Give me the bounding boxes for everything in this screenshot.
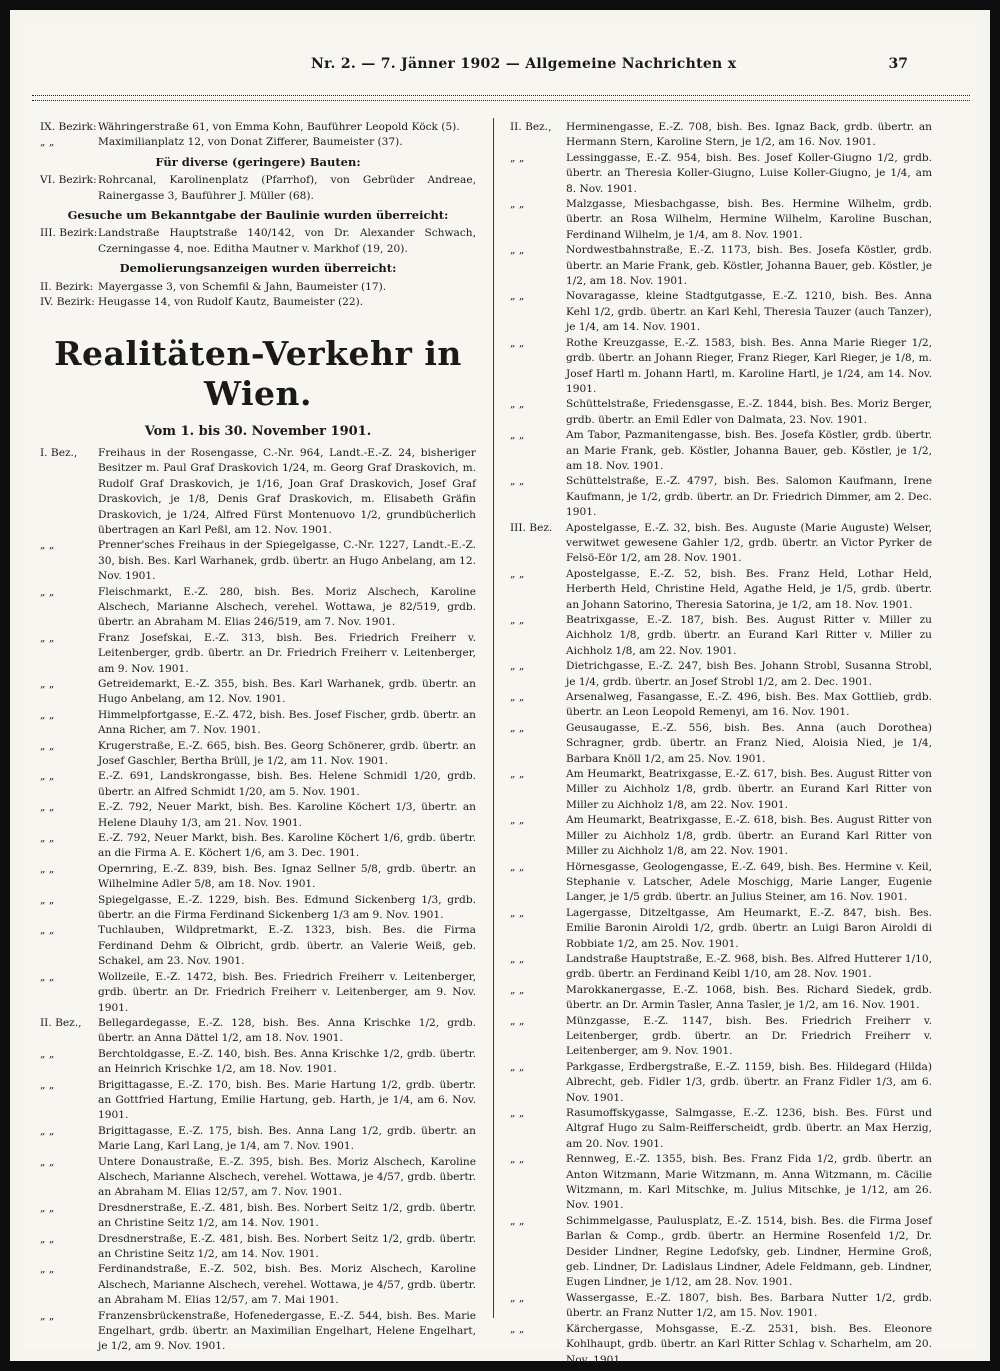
list-item [40,280,476,295]
list-item [40,769,476,800]
list-item [510,120,932,151]
list-item [510,1014,932,1060]
entry-text: Wassergasse, E.-Z. 1807, bish. Bes. Barbara Nutter 1/2, grdb. übertr. an Franz Nutter 1/2, am 15. Nov. 1901. [566,1291,932,1320]
entry-text: Novaragasse, kleine Stadtgutgasse, E.-Z. 1210, bish. Bes. Anna Kehl 1/2, grdb. übertr. an Karl Kehl, Theresia Tauzer (auch Tanzer), je 1/4, am 14. Nov. 1901. [566,290,932,334]
list-item [40,1262,476,1308]
entry-text: Wollzeile, E.-Z. 1472, bish. Bes. Friedrich Freiherr v. Leitenberger, grdb. übertr. an Dr. Friedrich Freiherr v. Leitenberger, am 9. Nov. 1901. [98,970,476,1014]
entry-label: „ „ [510,398,525,411]
entry-text: Landstraße Hauptstraße, E.-Z. 968, bish. Bes. Alfred Hutterer 1/10, grdb. übertr. an Ferdinand Keibl 1/10, am 28. Nov. 1901. [566,952,932,981]
entry-text: Rohrcanal, Karolinenplatz (Pfarrhof), von Gebrüder Andreae, Rainergasse 3, Bauführer J. Müller (68). [98,174,476,202]
real-estate-list-right [510,120,932,1368]
entry-label: „ „ [510,721,525,734]
entry-text: Münzgasse, E.-Z. 1147, bish. Bes. Friedrich Freiherr v. Leitenberger, grdb. übertr. an Dr. Friedrich Freiherr v. Leitenberger, am 9. Nov. 1901. [566,1014,932,1058]
entry-label: „ „ [40,1078,55,1091]
list-item [40,1201,476,1232]
list-item [40,585,476,631]
entry-text: Tuchlauben, Wildpretmarkt, E.-Z. 1323, bish. Bes. die Firma Ferdinand Dehm & Olbricht, grdb. übertr. an Valerie Weiß, geb. Schakel, am 23. Nov. 1901. [98,924,476,968]
entry-label: „ „ [40,708,55,721]
list-item [510,474,932,520]
entry-text: Hörnesgasse, Geologengasse, E.-Z. 649, bish. Bes. Hermine v. Keil, Stephanie v. Latscher, Adele Moschigg, Marie Langer, Eugenie Langer, je 1/5 grdb. übertr. an Julius Steiner, am 16. Nov. 1901. [566,860,932,904]
entry-text: Fleischmarkt, E.-Z. 280, bish. Bes. Moriz Alschech, Karoline Alschech, Marianne Alschech, verehel. Wottawa, je 82/519, grdb. übertr. an Abraham M. Elias 246/519, am 7. Nov. 1901. [98,585,476,629]
list-item [40,173,476,204]
entry-text: Opernring, E.-Z. 839, bish. Bes. Ignaz Sellner 5/8, grdb. übertr. an Wilhelmine Adler 5/8, am 18. Nov. 1901. [98,862,476,891]
entry-text: Schüttelstraße, Friedensgasse, E.-Z. 1844, bish. Bes. Moriz Berger, grdb. übertr. an Emil Edler von Dalmata, 23. Nov. 1901. [566,398,932,426]
entry-text: Mayergasse 3, von Schemfil & Jahn, Baumeister (17). [98,280,387,293]
entry-label: III. Bez. [510,521,553,534]
real-estate-list-left [40,446,476,1355]
entry-label: „ „ [510,906,525,919]
list-item [40,135,476,150]
section-heading-demolierung: Demolierungsanzeigen wurden überreicht: [119,261,397,276]
page-header [78,56,908,80]
entry-text: Franz Josefskai, E.-Z. 313, bish. Bes. Friedrich Freiherr v. Leitenberger, grdb. übertr. an Dr. Friedrich Freiherr v. Leitenberger, am 9. Nov. 1901. [98,631,476,675]
entry-text: Ferdinandstraße, E.-Z. 502, bish. Bes. Moriz Alschech, Karoline Alschech, Marianne Alschech, verehel. Wottawa, je 4/57, grdb. übertr. an Abraham M. Elias 12/57, am 7. Mai 1901. [98,1263,476,1307]
entry-text: Geusaugasse, E.-Z. 556, bish. Bes. Anna (auch Dorothea) Schragner, grdb. übertr. an Franz Nied, Aloisia Nied, je 1/4, Barbara Knöll 1/2, am 25. Nov. 1901. [566,721,932,765]
entry-label: IV. Bezirk: [40,296,95,309]
list-item [40,923,476,969]
column-divider [493,118,494,1318]
list-item [510,336,932,398]
entry-text: Am Tabor, Pazmanitengasse, bish. Bes. Josefa Köstler, grdb. übertr. an Marie Frank, geb. Köstler, Johanna Bauer, geb. Köstler, je 1/2, am 18. Nov. 1901. [566,429,932,472]
list-item [510,767,932,813]
entry-label: „ „ [510,336,525,349]
entry-label: „ „ [510,1014,525,1027]
entry-label: „ „ [40,677,55,690]
list-item [40,708,476,739]
list-item [40,1047,476,1078]
page-number: 37 [888,56,908,72]
entry-label: „ „ [510,614,525,626]
entry-text: Rothe Kreuzgasse, E.-Z. 1583, bish. Bes. Anna Marie Rieger 1/2, grdb. übertr. an Johann Rieger, Franz Rieger, Karl Rieger, je 1/8, m. Josef Hartl m. Johann Hartl, m. Karoline Hartl, je 1/24, am 14. Nov. 1901. [566,336,932,395]
entry-text: Untere Donaustraße, E.-Z. 395, bish. Bes. Moriz Alschech, Karoline Alschech, Marianne Alschech, verehel. Wottawa, je 4/57, grdb. übertr. an Abraham M. Elias 12/57, am 7. Nov. 1901. [98,1155,476,1199]
list-item [510,1322,932,1368]
diverse-list [40,173,476,204]
entry-label: „ „ [40,739,55,752]
entry-label: „ „ [40,970,55,983]
entry-text: Währingerstraße 61, von Emma Kohn, Bauführer Leopold Köck (5). [98,121,460,133]
entry-label: I. Bez., [40,446,78,459]
list-item [510,813,932,859]
entry-text: Getreidemarkt, E.-Z. 355, bish. Bes. Karl Warhanek, grdb. übertr. an Hugo Anbelang, am 12. Nov. 1901. [98,677,476,706]
left-column [40,120,476,1353]
list-item [510,1060,932,1106]
entry-text: Schüttelstraße, E.-Z. 4797, bish. Bes. Salomon Kaufmann, Irene Kaufmann, je 1/2, grdb. übertr. an Dr. Friedrich Dimmer, am 2. Dec. 1901. [566,475,932,519]
entry-text: Berchtoldgasse, E.-Z. 140, bish. Bes. Anna Krischke 1/2, grdb. übertr. an Heinrich Krischke 1/2, am 18. Nov. 1901. [98,1047,476,1076]
list-item [510,690,932,721]
list-item [40,1232,476,1263]
list-item [40,970,476,1016]
entry-text: Brigittagasse, E.-Z. 170, bish. Bes. Marie Hartung 1/2, grdb. übertr. an Gottfried Hartung, Emilie Hartung, geb. Harth, je 1/4, am 6. Nov. 1901. [98,1078,476,1122]
list-item [510,521,932,567]
list-item [510,428,932,474]
entry-text: Am Heumarkt, Beatrixgasse, E.-Z. 617, bish. Bes. August Ritter von Miller zu Aichholz 1/8, grdb. übertr. an Eurand Karl Ritter von Miller zu Aichholz 1/8, am 22. Nov. 1901. [566,768,932,811]
entry-label: „ „ [40,585,55,598]
entry-label: „ „ [40,1047,55,1060]
entry-label: II. Bez., [510,121,552,133]
list-item [40,831,476,862]
entry-label: „ „ [40,832,55,845]
entry-text: Kärchergasse, Mohsgasse, E.-Z. 2531, bish. Bes. Eleonore Kohlhaupt, grdb. übertr. an Karl Ritter Schlag v. Scharhelm, am 20. Nov. 1901. [566,1322,932,1366]
entry-label: „ „ [40,1263,55,1276]
entry-label: „ „ [40,924,55,937]
entry-label: „ „ [510,1060,525,1073]
entry-label: „ „ [40,770,55,783]
entry-label: „ „ [510,244,525,257]
entry-text: Spiegelgasse, E.-Z. 1229, bish. Bes. Edmund Sickenberg 1/3, grdb. übertr. an die Firma Ferdinand Sickenberg 1/3 am 9. Nov. 1901. [98,893,476,922]
entry-label: „ „ [510,1291,525,1304]
list-item [510,197,932,243]
entry-text: E.-Z. 792, Neuer Markt, bish. Bes. Karoline Köchert 1/3, übertr. an Helene Dlauhy 1/3, am 21. Nov. 1901. [98,801,476,829]
list-item [40,800,476,831]
entry-text: Landstraße Hauptstraße 140/142, von Dr. Alexander Schwach, Czerningasse 4, noe. Editha Mautner v. Markhof (19, 20). [98,227,476,255]
entry-text: Schimmelgasse, Paulusplatz, E.-Z. 1514, bish. Bes. die Firma Josef Barlan & Comp., grdb. übertr. an Hermine Rosenfeld 1/2, Dr. Desider Lindner, Regine Ledofsky, geb. Lindner, Hermine Groß, geb. Lindner, Dr. Ladislaus Lindner, Adele Feldmann, geb. Lindner, Eugen Lindner, je 1/12, am 28. Nov. 1901. [566,1214,932,1289]
list-item [510,906,932,952]
entry-label: „ „ [40,1201,55,1214]
list-item [510,397,932,428]
list-item [40,677,476,708]
list-item [510,659,932,690]
entry-text: Beatrixgasse, E.-Z. 187, bish. Bes. August Ritter v. Miller zu Aichholz 1/8, grdb. übertr. an Eurand Karl Ritter v. Miller zu Aichholz 1/8, am 22. Nov. 1901. [566,614,932,657]
entry-label: „ „ [510,567,525,580]
entry-text: Marokkanergasse, E.-Z. 1068, bish. Bes. Richard Siedek, grdb. übertr. an Dr. Armin Tasler, Anna Tasler, je 1/2, am 16. Nov. 1901. [566,983,932,1012]
list-item [40,226,476,257]
entry-label: „ „ [40,1124,55,1137]
entry-label: „ „ [510,768,525,781]
entry-label: „ „ [510,660,525,673]
entry-label: „ „ [40,801,55,814]
entry-text: Apostelgasse, E.-Z. 32, bish. Bes. Auguste (Marie Auguste) Welser, verwitwet gewesene Gahler 1/2, grdb. übertr. an Victor Pyrker de Felsö-Eör 1/2, am 28. Nov. 1901. [566,521,932,565]
entry-label: „ „ [510,983,525,996]
entry-label: „ „ [510,475,525,488]
entry-text: Prenner'sches Freihaus in der Spiegelgasse, C.-Nr. 1227, Landt.-E.-Z. 30, bish. Bes. Karl Warhanek, grdb. übertr. an Hugo Anbelang, am 12. Nov. 1901. [98,539,476,583]
list-item [40,862,476,893]
entry-text: Franzensbrückenstraße, Hofenedergasse, E.-Z. 544, bish. Bes. Marie Engelhart, grdb. übertr. an Maximilian Engelhart, Helene Engelhart, je 1/2, am 9. Nov. 1901. [98,1309,476,1353]
entry-label: III. Bezirk: [40,227,98,240]
entry-label: „ „ [40,136,55,149]
entry-text: Herminengasse, E.-Z. 708, bish. Bes. Ignaz Back, grdb. übertr. an Hermann Stern, Karoline Stern, je 1/2, am 16. Nov. 1901. [566,121,932,149]
entry-text: Dietrichgasse, E.-Z. 247, bish Bes. Johann Strobl, Susanna Strobl, je 1/4, grdb. übertr. an Josef Strobl 1/2, am 2. Dec. 1901. [566,660,932,688]
list-item [40,295,476,310]
entry-text: Parkgasse, Erdbergstraße, E.-Z. 1159, bish. Bes. Hildegard (Hilda) Albrecht, geb. Fidler 1/3, grdb. übertr. an Franz Fidler 1/3, am 6. Nov. 1901. [566,1060,932,1104]
section-heading-diverse: Für diverse (geringere) Bauten: [155,154,361,169]
list-item [510,243,932,289]
entry-text: Rennweg, E.-Z. 1355, bish. Bes. Franz Fida 1/2, grdb. übertr. an Anton Witzmann, Marie Witzmann, m. Anna Witzmann, m. Cäcilie Witzmann, m. Karl Mitschke, m. Julius Mitschke, je 1/12, am 26. Nov. 1901. [566,1153,932,1212]
entry-text: Lagergasse, Ditzeltgasse, Am Heumarkt, E.-Z. 847, bish. Bes. Emilie Baronin Airoldi 1/2, grdb. übertr. an Luigi Baron Airoldi di Robbiate 1/2, am 25. Nov. 1901. [566,906,932,950]
entry-label: „ „ [510,952,525,965]
list-item [40,1016,476,1047]
entry-label: IX. Bezirk: [40,121,97,133]
entry-text: Lessinggasse, E.-Z. 954, bish. Bes. Josef Koller-Giugno 1/2, grdb. übertr. an Theresia Koller-Giugno, Luise Koller-Giugno, je 1/4, am 8. Nov. 1901. [566,151,932,195]
header-rule [32,95,970,101]
right-column [510,120,932,1366]
entry-label: II. Bez., [40,1016,82,1029]
entry-label: VI. Bezirk: [40,174,97,187]
list-item [40,1078,476,1124]
entry-text: Bellegardegasse, E.-Z. 128, bish. Bes. Anna Krischke 1/2, grdb. übertr. an Anna Dättel 1/2, am 18. Nov. 1901. [98,1016,476,1045]
list-item [510,1291,932,1322]
building-permits-list [40,120,476,151]
entry-label: „ „ [40,893,55,906]
list-item [510,567,932,613]
entry-label: „ „ [40,1309,55,1322]
list-item [510,952,932,983]
section-heading-baulinie: Gesuche um Bekanntgabe der Baulinie wurden überreicht: [67,208,449,223]
entry-label: „ „ [40,1232,55,1245]
entry-text: Freihaus in der Rosengasse, C.-Nr. 964, Landt.-E.-Z. 24, bisheriger Besitzer m. Paul Graf Draskovich 1/24, m. Georg Graf Draskovich, m. Rudolf Graf Draskovich, je 1/16, Joan Graf Draskovich, Josef Graf Draskovich, je 1/8, Denis Graf Draskovich, m. Elisabeth Gräfin Draskovich, je 1/24, Alfred Fürst Montenuovo 1/2, grundbücherlich übertragen an Karl Peßl, am 12. Nov. 1901. [98,446,476,536]
list-item [40,120,476,135]
entry-label: „ „ [510,198,525,211]
demolierung-list [40,280,476,311]
list-item [510,1106,932,1152]
list-item [40,739,476,770]
baulinie-list [40,226,476,257]
list-item [510,151,932,197]
entry-label: „ „ [510,860,525,873]
list-item [40,631,476,677]
list-item [40,1124,476,1155]
entry-label: „ „ [40,862,55,875]
entry-text: Dresdnerstraße, E.-Z. 481, bish. Bes. Norbert Seitz 1/2, grdb. übertr. an Christine Seitz 1/2, am 14. Nov. 1901. [98,1201,476,1230]
entry-text: E.-Z. 792, Neuer Markt, bish. Bes. Karoline Köchert 1/6, grdb. übertr. an die Firma A. E. Köchert 1/6, am 3. Dec. 1901. [98,832,476,860]
entry-text: Am Heumarkt, Beatrixgasse, E.-Z. 618, bish. Bes. August Ritter von Miller zu Aichholz 1/8, grdb. übertr. an Eurand Karl Ritter von Miller zu Aichholz 1/8, am 22. Nov. 1901. [566,814,932,858]
list-item [510,1214,932,1291]
entry-label: „ „ [510,429,525,442]
list-item [510,983,932,1014]
list-item [40,538,476,584]
list-item [510,289,932,335]
entry-label: „ „ [510,1107,525,1119]
entry-label: „ „ [510,1153,525,1166]
main-title: Realitäten-Verkehr in Wien. [54,334,462,414]
entry-text: Apostelgasse, E.-Z. 52, bish. Bes. Franz Held, Lothar Held, Herberth Held, Christine Held, Agathe Held, je 1/5, grdb. übertr. an Johann Satorino, Theresia Satorina, je 1/2, am 18. Nov. 1901. [566,567,932,611]
period-heading: Vom 1. bis 30. November 1901. [144,424,372,440]
list-item [510,1152,932,1214]
entry-label: „ „ [510,1322,525,1335]
list-item [40,446,476,538]
entry-text: Nordwestbahnstraße, E.-Z. 1173, bish. Bes. Josefa Köstler, grdb. übertr. an Marie Frank, geb. Köstler, Johanna Bauer, geb. Köstler, je 1/2, am 18. Nov. 1901. [566,244,932,288]
entry-label: „ „ [510,691,525,704]
entry-text: Himmelpfortgasse, E.-Z. 472, bish. Bes. Josef Fischer, grdb. übertr. an Anna Richer, am 7. Nov. 1901. [98,708,476,737]
list-item [510,860,932,906]
entry-label: „ „ [510,151,525,164]
entry-label: „ „ [510,1214,525,1227]
entry-text: Rasumoffskygasse, Salmgasse, E.-Z. 1236, bish. Bes. Fürst und Altgraf Hugo zu Salm-Reifferscheidt, grdb. übertr. an Max Herzig, am 20. Nov. 1901. [566,1107,932,1150]
entry-label: II. Bezirk: [40,280,94,293]
list-item [510,613,932,659]
list-item [40,893,476,924]
entry-text: Dresdnerstraße, E.-Z. 481, bish. Bes. Norbert Seitz 1/2, grdb. übertr. an Christine Seitz 1/2, am 14. Nov. 1901. [98,1232,476,1260]
entry-text: Heugasse 14, von Rudolf Kautz, Baumeister (22). [98,296,364,309]
entry-label: „ „ [40,539,55,552]
entry-text: Malzgasse, Miesbachgasse, bish. Bes. Hermine Wilhelm, grdb. übertr. an Rosa Wilhelm, Hermine Wilhelm, Karoline Buschan, Ferdinand Wilhelm, je 1/4, am 8. Nov. 1901. [566,198,932,241]
entry-text: Maximilianplatz 12, von Donat Zifferer, Baumeister (37). [98,136,403,149]
entry-label: „ „ [40,631,55,644]
list-item [510,721,932,767]
entry-label: „ „ [510,814,525,827]
header-title: Nr. 2. — 7. Jänner 1902 — Allgemeine Nachrichten x [311,56,737,72]
entry-text: Krugerstraße, E.-Z. 665, bish. Bes. Georg Schönerer, grdb. übertr. an Josef Gaschler, Bertha Brüll, je 1/2, am 11. Nov. 1901. [98,739,476,767]
list-item [40,1309,476,1355]
entry-label: „ „ [510,290,525,303]
entry-label: „ „ [40,1155,55,1168]
entry-text: E.-Z. 691, Landskrongasse, bish. Bes. Helene Schmidl 1/20, grdb. übertr. an Alfred Schmidt 1/20, am 5. Nov. 1901. [98,770,476,798]
entry-text: Arsenalweg, Fasangasse, E.-Z. 496, bish. Bes. Max Gottlieb, grdb. übertr. an Leon Leopold Remenyi, am 16. Nov. 1901. [566,691,932,719]
list-item [40,1155,476,1201]
entry-text: Brigittagasse, E.-Z. 175, bish. Bes. Anna Lang 1/2, grdb. übertr. an Marie Lang, Karl Lang, je 1/4, am 7. Nov. 1901. [98,1124,476,1153]
